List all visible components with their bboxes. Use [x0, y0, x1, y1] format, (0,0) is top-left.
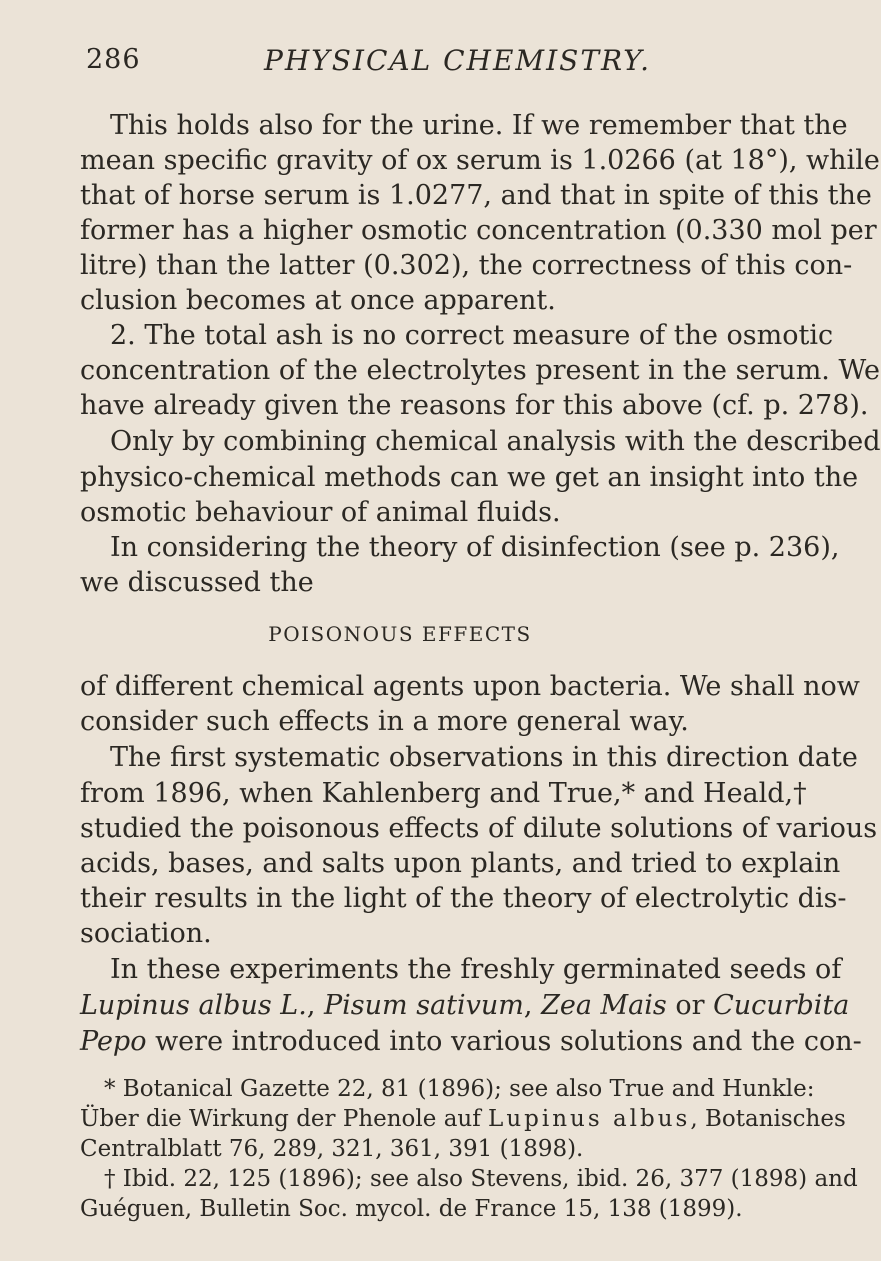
footnote-species-spaced: Lupinus albus [488, 1106, 691, 1132]
footnote-1-line-2 [80, 1105, 846, 1133]
text-line: their results in the light of the theory of electrolytic dis- [80, 883, 847, 914]
conjunction: or [666, 990, 714, 1021]
text-line: litre) than the latter (0.302), the correctness of this con- [80, 250, 853, 281]
text-line: former has a higher osmotic concentration (0.330 mol per [80, 215, 877, 246]
running-header [86, 40, 746, 80]
species-pisum: Pisum sativum [323, 990, 524, 1021]
footnote-2-line-1: † Ibid. 22, 125 (1896); see also Stevens, ibid. 26, 377 (1898) and [104, 1166, 858, 1192]
text-line: Only by combining chemical analysis with the described [110, 426, 881, 457]
running-title: PHYSICAL CHEMISTRY. [264, 44, 651, 77]
text-line: studied the poisonous effects of dilute solutions of various [80, 813, 878, 844]
text-line: mean specific gravity of ox serum is 1.0266 (at 18°), while [80, 145, 880, 176]
text-line: 2. The total ash is no correct measure of the osmotic [110, 320, 834, 351]
species-cucurbita: Cucurbita [713, 990, 850, 1021]
species-lupinus: Lupinus albus L. [80, 990, 307, 1021]
text-line: This holds also for the urine. If we remember that the [110, 110, 848, 141]
comma: , [306, 990, 324, 1021]
comma: , [523, 990, 542, 1021]
text-line: physico-chemical methods can we get an insight into the [80, 462, 859, 493]
text-line: from 1896, when Kahlenberg and True,* and Heald,† [80, 778, 807, 809]
text-line: The first systematic observations in this direction date [110, 742, 858, 773]
footnote-1-line-1: * Botanical Gazette 22, 81 (1896); see also True and Hunkle: [104, 1076, 815, 1102]
text-line: In these experiments the freshly germinated seeds of [110, 954, 842, 985]
text-line: In considering the theory of disinfection (see p. 236), [110, 532, 840, 563]
text-line: consider such effects in a more general way. [80, 706, 689, 737]
section-heading: POISONOUS EFFECTS [268, 622, 532, 646]
text-line: we discussed the [80, 567, 314, 598]
text-line: acids, bases, and salts upon plants, and tried to explain [80, 848, 841, 879]
text-line: clusion becomes at once apparent. [80, 285, 556, 316]
text-line: that of horse serum is 1.0277, and that in spite of this the [80, 180, 872, 211]
text-line: of different chemical agents upon bacteria. We shall now [80, 671, 860, 702]
text-line: have already given the reasons for this above (cf. p. 278). [80, 390, 869, 421]
text-line-italic-species [80, 990, 850, 1022]
text-line: concentration of the electrolytes present in the serum. We [80, 355, 880, 386]
species-pepo: Pepo [80, 1026, 147, 1057]
page-number: 286 [86, 44, 141, 75]
text-line-mixed [80, 1026, 862, 1058]
text-fragment: were introduced into various solutions and the con- [146, 1026, 862, 1057]
footnote-2-line-2: Guéguen, Bulletin Soc. mycol. de France 15, 138 (1899). [80, 1196, 743, 1222]
text-line: osmotic behaviour of animal fluids. [80, 497, 561, 528]
footnote-text: Über die Wirkung der Phenole auf [80, 1106, 489, 1132]
species-zea: Zea Mais [541, 990, 667, 1021]
footnote-text: , Botanisches [690, 1106, 846, 1132]
footnote-1-line-3: Centralblatt 76, 289, 321, 361, 391 (1898). [80, 1136, 584, 1162]
text-line: sociation. [80, 918, 212, 949]
